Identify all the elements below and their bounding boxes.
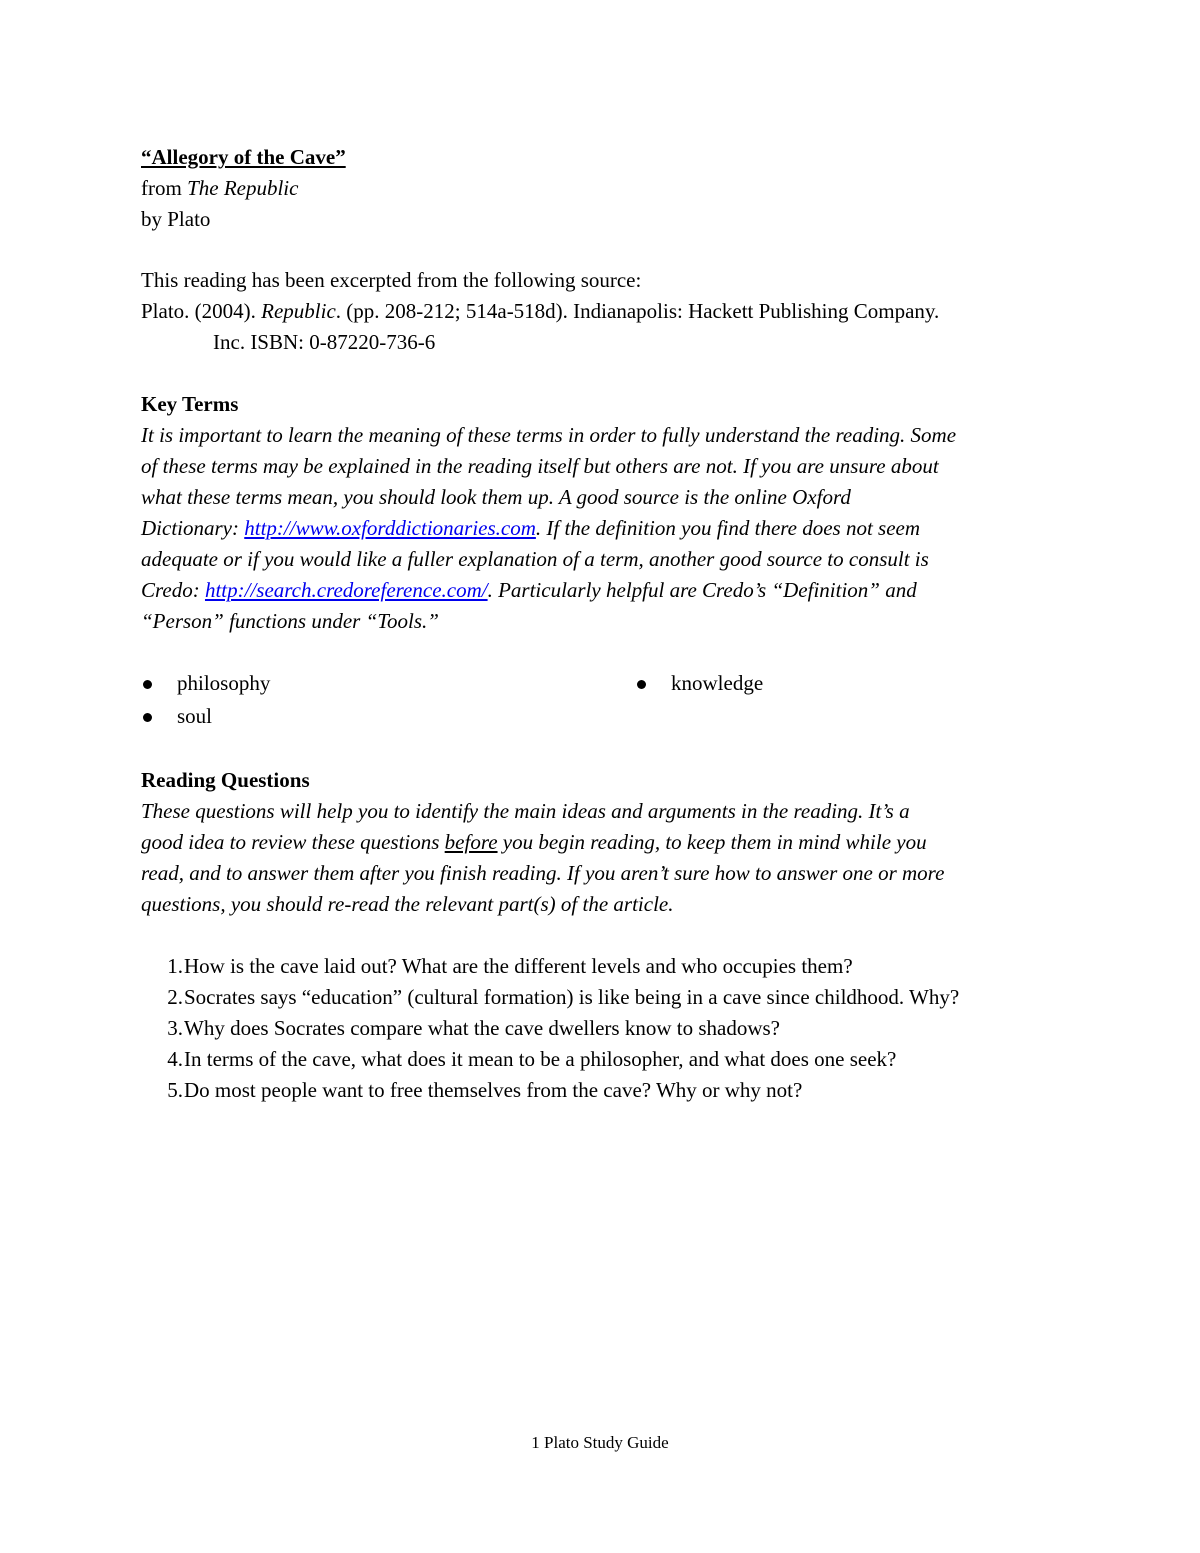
- key-terms-text-7: “Person” functions under “Tools.”: [141, 609, 439, 633]
- reading-questions-text-4: questions, you should re-read the relevant part(s) of the article.: [141, 892, 674, 916]
- term-label: soul: [177, 704, 213, 728]
- byline: by Plato: [141, 207, 211, 231]
- question-item: 4. In terms of the cave, what does it mean to be a philosopher, and what does one seek?: [167, 1047, 897, 1071]
- reading-questions-text-2: good idea to review these questions before you begin reading, to keep them in mind while you: [141, 830, 927, 854]
- page-footer: 1 Plato Study Guide: [531, 1433, 669, 1452]
- question-item: 2. Socrates says “education” (cultural formation) is like being in a cave since childhood. Why?: [167, 985, 960, 1009]
- key-terms-text-1: It is important to learn the meaning of these terms in order to fully understand the reading. Some: [141, 423, 957, 447]
- reading-questions-heading: Reading Questions: [141, 768, 310, 792]
- document-title: “Allegory of the Cave”: [141, 145, 346, 169]
- citation-line-2: Inc. ISBN: 0-87220-736-6: [213, 330, 436, 354]
- key-terms-heading: Key Terms: [141, 392, 239, 416]
- bullet-icon: [637, 680, 646, 689]
- bullet-icon: [143, 680, 152, 689]
- credo-reference-link[interactable]: http://search.credoreference.com/: [204, 578, 488, 602]
- citation-line-1: Plato. (2004). Republic. (pp. 208-212; 514a-518d). Indianapolis: Hackett Publishing Company.: [141, 299, 940, 323]
- oxford-dictionaries-link[interactable]: http://www.oxforddictionaries.com: [244, 516, 536, 540]
- reading-questions-text-3: read, and to answer them after you finish reading. If you aren’t sure how to answer one or more: [141, 861, 945, 885]
- question-item: 3. Why does Socrates compare what the cave dwellers know to shadows?: [167, 1016, 780, 1040]
- reading-questions-text-1: These questions will help you to identify the main ideas and arguments in the reading. It’s a: [141, 799, 910, 823]
- term-label: knowledge: [671, 671, 764, 695]
- bullet-icon: [143, 713, 152, 722]
- key-terms-text-5: adequate or if you would like a fuller explanation of a term, another good source to consult is: [141, 547, 929, 571]
- term-label: philosophy: [177, 671, 271, 695]
- key-terms-text-6: Credo: http://search.credoreference.com/. Particularly helpful are Credo’s “Definition” and: [141, 578, 917, 602]
- key-terms-text-2: of these terms may be explained in the reading itself but others are not. If you are unsure about: [141, 454, 939, 478]
- question-item: 1. How is the cave laid out? What are the different levels and who occupies them?: [167, 954, 853, 978]
- key-terms-text-3: what these terms mean, you should look them up. A good source is the online Oxford: [141, 485, 851, 509]
- question-item: 5. Do most people want to free themselves from the cave? Why or why not?: [167, 1078, 803, 1102]
- source-intro: This reading has been excerpted from the following source:: [141, 268, 642, 292]
- source-work-line: from The Republic: [141, 176, 299, 200]
- key-terms-text-4: Dictionary: http://www.oxforddictionaries.com. If the definition you find there does not seem: [141, 516, 921, 540]
- work-title: The Republic: [187, 176, 299, 200]
